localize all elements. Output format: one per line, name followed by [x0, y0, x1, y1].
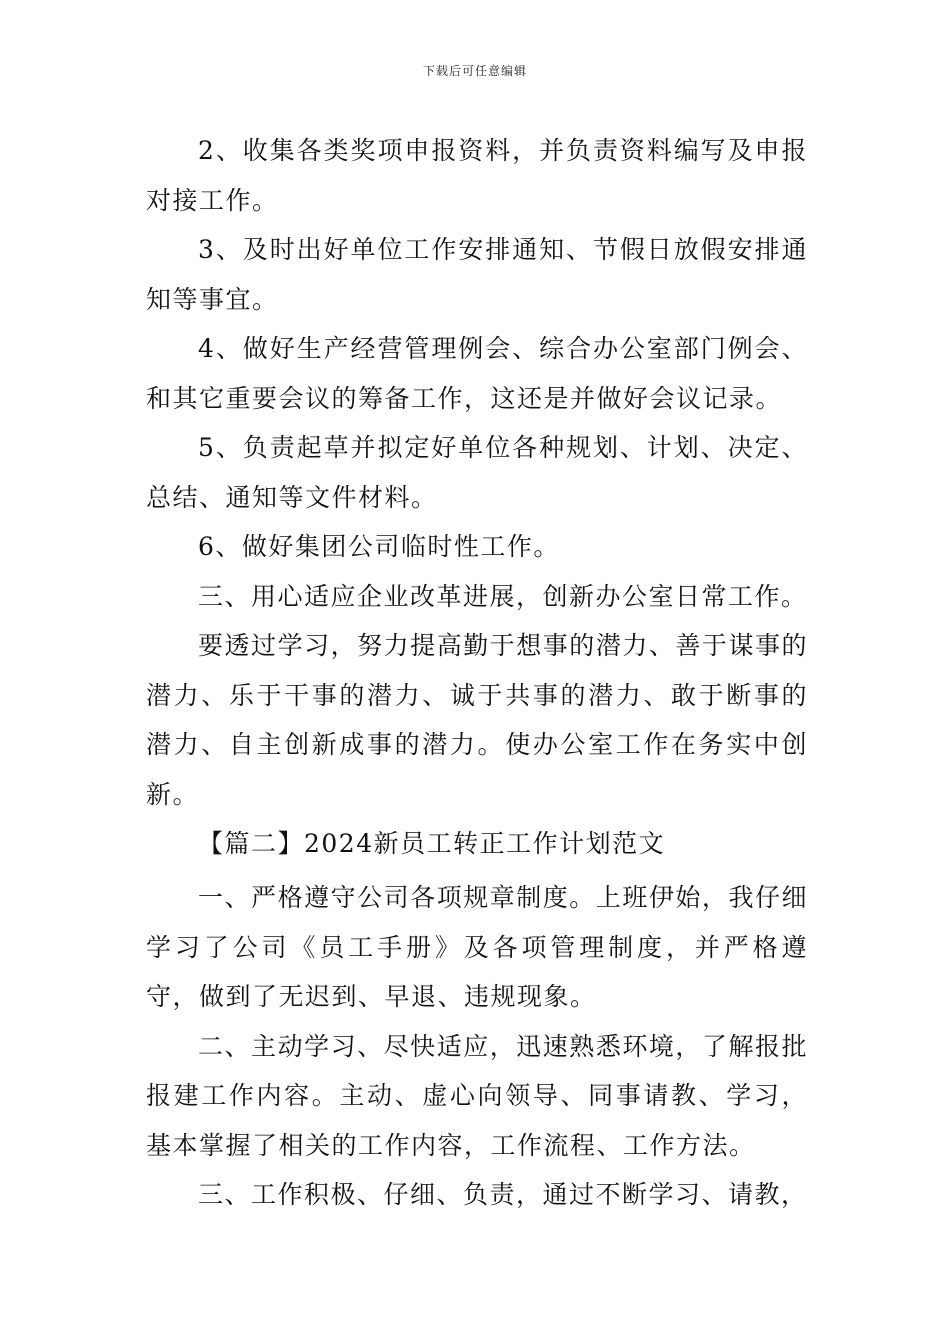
paragraph: 4、做好生产经营管理例会、综合办公室部门例会、和其它重要会议的筹备工作，这还是并做好会议记录。 [146, 334, 808, 413]
paragraph: 要透过学习，努力提高勤于想事的潜力、善于谋事的潜力、乐于干事的潜力、诚于共事的潜力、敢于断事的潜力、自主创新成事的潜力。使办公室工作在务实中创新。 [146, 631, 808, 809]
paragraph: 6、做好集团公司临时性工作。 [198, 532, 560, 561]
paragraph: 3、及时出好单位工作安排通知、节假日放假安排通知等事宜。 [146, 235, 808, 314]
paragraph: 一、严格遵守公司各项规章制度。上班伊始，我仔细学习了公司《员工手册》及各项管理制度，并严格遵守，做到了无迟到、早退、违规现象。 [146, 883, 808, 1011]
page-header: 下载后可任意编辑 [422, 64, 527, 78]
paragraph: 三、工作积极、仔细、负责，通过不断学习、请教， [198, 1180, 808, 1209]
document-body-part2 [146, 873, 808, 1220]
paragraph: 二、主动学习、尽快适应，迅速熟悉环境，了解报批报建工作内容。主动、虚心向领导、同事请教、学习，基本掌握了相关的工作内容，工作流程、工作方法。 [146, 1031, 808, 1160]
section-heading: 三、用心适应企业改革进展，创新办公室日常工作。 [198, 581, 808, 611]
paragraph: 2、收集各类奖项申报资料，并负责资料编写及申报对接工作。 [146, 136, 808, 215]
article-title: 【篇二】2024新员工转正工作计划范文 [198, 829, 666, 858]
document-body-part1 [146, 126, 808, 869]
paragraph: 5、负责起草并拟定好单位各种规划、计划、决定、总结、通知等文件材料。 [146, 433, 808, 512]
